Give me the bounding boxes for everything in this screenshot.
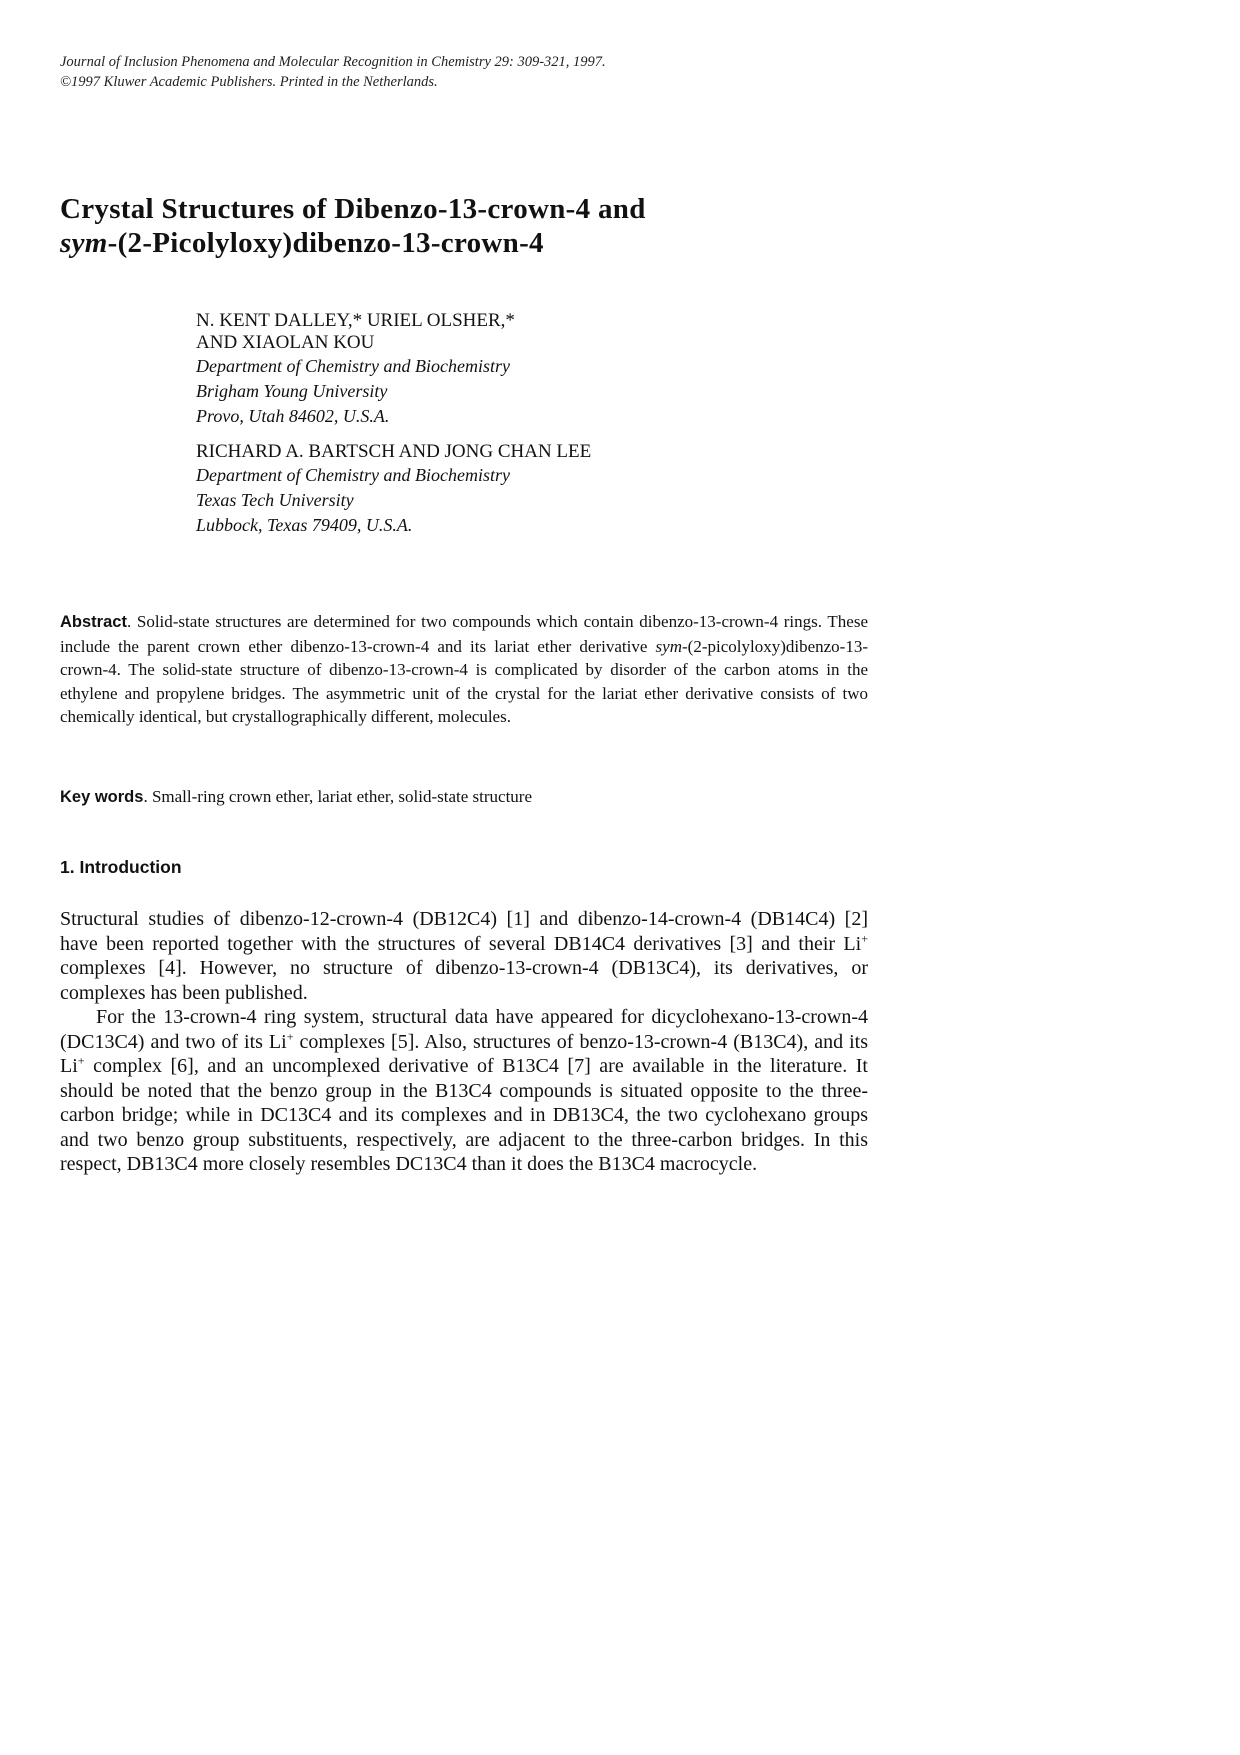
li-superscript: + — [861, 930, 868, 945]
affiliation-dept: Department of Chemistry and Biochemistry — [196, 356, 510, 376]
title-line-2 — [60, 226, 960, 260]
p2-text-a: For the 13-crown-4 ring system, structural data have appeared for dicyclohexano-13-crown-4 (DC13C4) and two of its Li — [60, 1006, 868, 1053]
affiliation-address: Lubbock, Texas 79409, U.S.A. — [196, 515, 413, 535]
li-superscript: + — [77, 1053, 85, 1068]
p2-text-b: complexes [5]. Also, structures of benzo-13-crown-4 (B13C4), and its Li — [60, 1030, 868, 1077]
keywords-text: . Small-ring crown ether, lariat ether, solid-state structure — [143, 787, 533, 806]
abstract-sym-italic: sym — [655, 636, 682, 656]
paragraph-2 — [60, 1005, 868, 1177]
title-line-2-rest: -(2-Picolyloxy)dibenzo-13-crown-4 — [107, 227, 544, 259]
author-group-2 — [196, 441, 896, 538]
abstract-label: Abstract — [60, 613, 127, 631]
p1-text-a: Structural studies of dibenzo-12-crown-4 (DB12C4) [1] and dibenzo-14-crown-4 (DB14C4) [2] have been reported together with the structures of several DB14C4 derivatives [3] and their Li — [60, 908, 868, 955]
author-names-line-1: RICHARD A. BARTSCH AND JONG CHAN LEE — [196, 441, 592, 462]
paragraph-1 — [60, 907, 868, 1005]
abstract-text-2: -(2-picolyloxy)dibenzo-13-crown-4. The solid-state structure of dibenzo-13-crown-4 is complicated by disorder of the carbon atoms in the ethylene and propylene bridges. The asymmetric unit of the crystal for the lariat ether derivative consists of two chemically identical, but crystallographically different, molecules. — [60, 636, 868, 726]
paper-title — [60, 192, 960, 260]
p2-text-c: complex [6], and an uncomplexed derivative of B13C4 [7] are available in the literature. It should be noted that the benzo group in the B13C4 compounds is situated opposite to the three-carbon bridge; while in DC13C4 and its complexes and in DB13C4, the two cyclohexano groups and two benzo group substituents, respectively, are adjacent to the three-carbon bridges. In this respect, DB13C4 more closely resembles DC13C4 than it does the B13C4 macrocycle. — [60, 1055, 868, 1175]
abstract-text-1: . Solid-state structures are determined for two compounds which contain dibenzo-13-crown-4 rings. These include the parent crown ether dibenzo-13-crown-4 and its lariat ether derivative — [60, 612, 868, 656]
section-heading-introduction: 1. Introduction — [60, 857, 182, 877]
author-group-1 — [196, 310, 896, 429]
affiliation-university: Texas Tech University — [196, 490, 354, 510]
title-line-1: Crystal Structures of Dibenzo-13-crown-4 and — [60, 193, 646, 225]
affiliation-dept: Department of Chemistry and Biochemistry — [196, 465, 510, 485]
affiliation-university: Brigham Young University — [196, 381, 388, 401]
li-superscript: + — [286, 1028, 294, 1043]
journal-line-2: ©1997 Kluwer Academic Publishers. Printed in the Netherlands. — [60, 74, 438, 90]
affiliation-address: Provo, Utah 84602, U.S.A. — [196, 406, 390, 426]
keywords-label: Key words — [60, 788, 144, 806]
journal-line-1: Journal of Inclusion Phenomena and Molecular Recognition in Chemistry 29: 309-321, 1997. — [60, 54, 606, 70]
keywords — [60, 785, 868, 809]
author-names-line-1: N. KENT DALLEY,* URIEL OLSHER,* — [196, 310, 515, 331]
title-sym-prefix: sym — [60, 227, 108, 259]
author-block — [196, 310, 896, 550]
abstract — [60, 610, 868, 729]
introduction-body — [60, 907, 868, 1177]
author-names-line-2: AND XIAOLAN KOU — [196, 332, 375, 353]
p1-text-b: complexes [4]. However, no structure of dibenzo-13-crown-4 (DB13C4), its derivatives, or complexes has been published. — [60, 957, 868, 1004]
journal-citation — [60, 52, 960, 92]
